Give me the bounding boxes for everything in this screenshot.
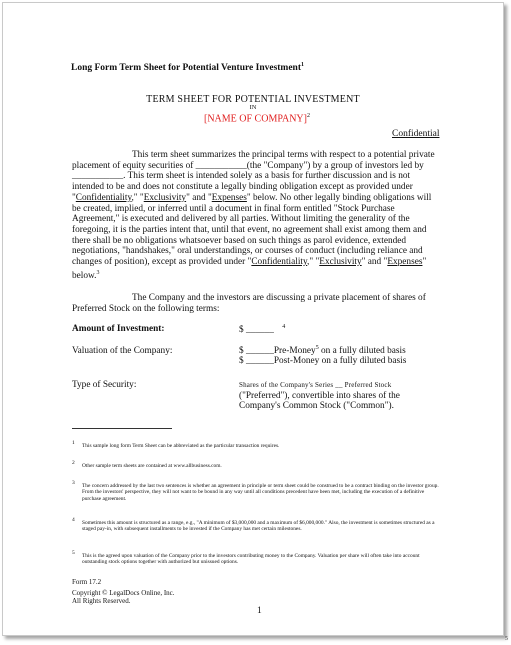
footnote-5: 5 This is the agreed upon valuation of the Company prior to the investors contributing money to the Company. Valuation per share will often take into account outstanding stock options together with authorized but unissued options. bbox=[72, 550, 420, 566]
valuation-label: Valuation of the Company: bbox=[72, 346, 173, 356]
valuation-post-money: $ ______Post-Money on a fully diluted basis bbox=[239, 356, 407, 366]
footnote-2: 2 Other sample term sheets are contained at www.allbusiness.com. bbox=[72, 460, 222, 469]
document-title: Long Form Term Sheet for Potential Venture Investment$^1$ bbox=[71, 62, 305, 74]
footnote-separator bbox=[72, 428, 172, 429]
term-sheet-heading: TERM SHEET FOR POTENTIAL INVESTMENT bbox=[146, 94, 360, 105]
terms-intro-paragraph: The Company and the investors are discussing a private placement of shares of Preferred Stock on the following terms: bbox=[72, 293, 426, 314]
corner-mark: 5 bbox=[505, 636, 508, 642]
security-type-label: Type of Security: bbox=[72, 380, 137, 390]
title-footnote-ref: 1 bbox=[301, 62, 305, 68]
security-type-value: Shares of the Company's Series __ Preferred Stock ("Preferred"), convertible into shares of the Company's Common Stock ("Common"). bbox=[239, 381, 400, 411]
company-footnote-ref: 2 bbox=[306, 113, 310, 119]
amount-label: Amount of Investment: bbox=[72, 324, 165, 334]
page-number: 1 bbox=[257, 606, 262, 616]
copyright-line: Copyright © LegalDocs Online, Inc. bbox=[72, 589, 175, 597]
confidential-label: Confidential bbox=[392, 129, 440, 139]
intro-paragraph: This term sheet summarizes the principal terms with respect to a potential private placement of equity securities of ___________(the "Company") by a group of investors led by ___________. This term sheet is intended solely as a basis for further discussion and is not intended to be and does not constitute a legally binding obligation except as provided under "Confidentiality," "Exclusivity" and "Expenses" below. No other legally binding obligations will be created, implied, or inferred until a document in final form entitled "Stock Purchase Agreement," is executed and delivered by all parties. Without limiting the generality of the foregoing, it is the parties intent that, until that event, no agreement shall exist among them and there shall be no obligations whatsoever based on such things as parol evidence, extended negotiations, "handshakes," oral understandings, or courses of conduct (including reliance and changes of position), except as provided under "Confidentiality," "Exclusivity" and "Expenses" below.$^3$ bbox=[72, 150, 435, 281]
valuation-pre-money: $ ______Pre-Money$^5$ on a fully diluted basis bbox=[239, 345, 406, 357]
company-name-placeholder: [NAME OF COMPANY]$^2$ bbox=[204, 113, 310, 125]
amount-value: $ ______ $^4$ bbox=[239, 324, 286, 336]
document-page bbox=[2, 2, 504, 636]
form-number: Form 17.2 bbox=[72, 578, 102, 586]
rights-line: All Rights Reserved. bbox=[72, 597, 131, 605]
footnote-4: 4 Sometimes this amount is structured as a range, e.g., "A minimum of $3,000,000 and a maximum of $6,000,000." Also, the investment is sometimes structured as a staged pay-in, with subsequent installments to be invested if the Company has met certain milestones. bbox=[72, 517, 435, 533]
footnote-3: 3 The concern addressed by the last two sentences is whether an agreement in principle or term sheet could be construed to be a contract binding on the investor group. From the investors' perspective, they will not want to be bound in any way until all conditions precedent have been met, including the execution of a definitive purchase agreement. bbox=[72, 480, 439, 502]
footnote-1: 1 This sample long form Term Sheet can be abbreviated as the particular transaction requires. bbox=[72, 440, 280, 449]
heading-in: IN bbox=[249, 104, 257, 111]
